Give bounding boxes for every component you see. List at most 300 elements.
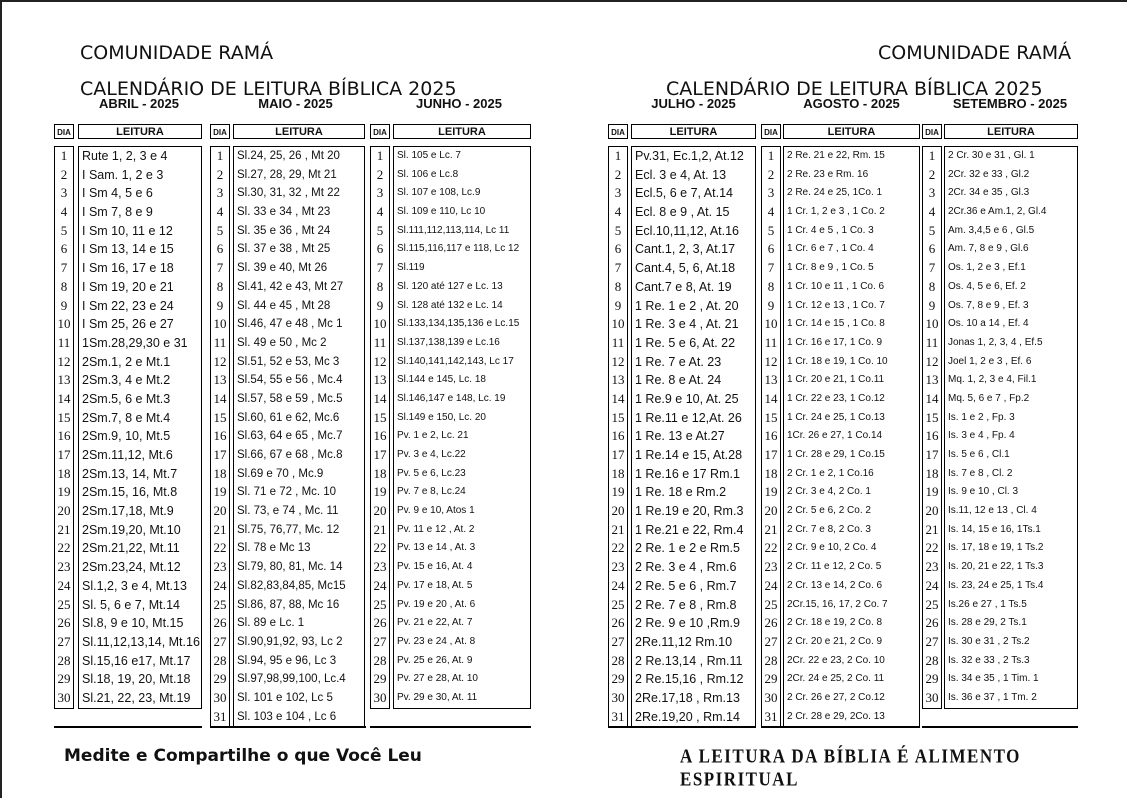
reading-entry: 2Cr. 24 e 25, 2 Co. 11 [787, 673, 885, 685]
header-leitura: LEITURA [944, 124, 1078, 139]
day-number: 11 [764, 334, 778, 350]
reading-entry: 1Sm.28,29,30 e 31 [82, 335, 188, 350]
reading-column [783, 146, 920, 727]
day-number: 8 [614, 278, 622, 294]
day-number: 15 [611, 409, 625, 425]
reading-entry: 2 Cr. 13 e 14, 2 Co. 6 [787, 579, 883, 591]
day-number: 12 [57, 353, 71, 369]
reading-entry: Pv. 7 e 8, Lc.24 [397, 486, 466, 498]
reading-entry: Is.26 e 27 , 1 Ts.5 [948, 598, 1027, 610]
day-number: 14 [611, 390, 625, 406]
reading-entry: 2 Re. 9 e 10 ,Rm.9 [635, 616, 740, 631]
reading-entry: Mq. 1, 2, 3 e 4, Fil.1 [948, 374, 1037, 386]
day-number: 4 [60, 204, 68, 220]
reading-entry: Pv. 27 e 28, At. 10 [397, 673, 478, 685]
day-number: 25 [373, 596, 387, 612]
reading-entry: Sl.54, 55 e 56 , Mc.4 [237, 374, 343, 387]
day-number: 30 [213, 689, 227, 705]
day-number: 7 [614, 260, 622, 276]
day-number: 11 [57, 334, 71, 350]
day-number: 25 [611, 596, 625, 612]
day-number: 2 [614, 166, 622, 182]
reading-entry: Sl.86, 87, 88, Mc 16 [237, 598, 340, 611]
day-number: 18 [611, 465, 625, 481]
day-number: 5 [216, 222, 224, 238]
day-number: 30 [373, 689, 387, 705]
day-number: 1 [216, 148, 224, 163]
day-number: 23 [764, 559, 778, 575]
day-number: 27 [764, 633, 778, 649]
day-number: 2 [928, 166, 936, 182]
reading-entry: 1 Cr. 10 e 11 , 1 Co. 6 [787, 280, 885, 292]
reading-entry: Sl.144 e 145, Lc. 18 [397, 374, 486, 386]
reading-entry: 2Sm.15, 16, Mt.8 [82, 485, 178, 500]
day-number: 16 [373, 428, 387, 444]
day-number: 8 [216, 278, 224, 294]
day-number: 28 [925, 652, 939, 668]
reading-entry: Sl. 44 e 45 , Mt 28 [237, 299, 331, 312]
day-number: 3 [928, 185, 936, 201]
day-number: 14 [925, 390, 939, 406]
reading-entry: 2Sm.17,18, Mt.9 [82, 504, 174, 519]
reading-entry: I Sm 4, 5 e 6 [82, 186, 153, 201]
reading-entry: 2 Cr. 3 e 4, 2 Co. 1 [787, 486, 871, 498]
day-number: 26 [611, 615, 625, 631]
day-number: 9 [376, 297, 384, 313]
reading-entry: 1 Re.11 e 12,At. 26 [635, 410, 742, 425]
reading-entry: 2Sm.13, 14, Mt.7 [82, 466, 178, 481]
reading-entry: 2 Cr. 30 e 31 , Gl. 1 [948, 150, 1035, 161]
reading-entry: 1 Re. 18 e Rm.2 [635, 485, 727, 500]
day-number: 23 [213, 559, 227, 575]
month-title-august: AGOSTO - 2025 [803, 96, 900, 111]
day-number: 2 [376, 166, 384, 182]
reading-entry: I Sm 25, 26 e 27 [82, 317, 174, 332]
reading-entry: Sl.90,91,92, 93, Lc 2 [237, 635, 343, 648]
reading-entry: 1 Re.21 e 22, Rm.4 [635, 522, 744, 537]
day-number: 20 [213, 503, 227, 519]
day-number: 18 [57, 465, 71, 481]
reading-entry: 2Cr. 34 e 35 , Gl.3 [948, 187, 1030, 199]
day-number: 4 [216, 204, 224, 220]
reading-entry: Is. 3 e 4 , Fp. 4 [948, 430, 1015, 442]
day-number: 15 [57, 409, 71, 425]
day-number: 9 [60, 297, 68, 313]
day-number: 26 [925, 615, 939, 631]
reading-entry: 1 Re. 3 e 4 , At. 21 [635, 317, 739, 332]
page-border-left [0, 0, 2, 798]
reading-entry: 2 Re. 1 e 2 e Rm.5 [635, 541, 740, 556]
day-number: 7 [216, 260, 224, 276]
reading-entry: Sl.1,2, 3 e 4, Mt.13 [82, 578, 187, 593]
day-number: 16 [213, 428, 227, 444]
reading-entry: Is. 28 e 29, 2 Ts.1 [948, 617, 1027, 629]
reading-entry: Sl. 107 e 108, Lc.9 [397, 187, 481, 199]
day-number: 2 [216, 166, 224, 182]
day-number: 24 [57, 577, 71, 593]
day-number: 3 [614, 185, 622, 201]
day-number: 15 [764, 409, 778, 425]
day-number: 7 [767, 260, 775, 276]
reading-entry: Pv. 11 e 12 , At. 2 [397, 523, 475, 535]
reading-entry: 2 Re. 23 e Rm. 16 [787, 168, 869, 180]
day-number: 5 [928, 222, 936, 238]
day-number: 18 [373, 465, 387, 481]
day-number: 26 [764, 615, 778, 631]
reading-entry: 1 Re. 5 e 6, At. 22 [635, 335, 736, 350]
reading-entry: 2 Cr. 26 e 27, 2 Co.12 [787, 691, 885, 703]
reading-entry: Is. 5 e 6 , Cl.1 [948, 449, 1010, 460]
reading-entry: 2Sm.19,20, Mt.10 [82, 522, 181, 537]
reading-entry: 2Re.11,12 Rm.10 [635, 634, 733, 649]
day-number: 4 [376, 204, 384, 220]
day-number: 24 [213, 577, 227, 593]
reading-entry: 2 Cr. 20 e 21, 2 Co. 9 [787, 635, 883, 647]
reading-entry: Sl.97,98,99,100, Lc.4 [237, 673, 346, 686]
day-number: 27 [611, 633, 625, 649]
day-number: 15 [373, 409, 387, 425]
reading-entry: 2Re.19,20 , Rm.14 [635, 709, 740, 724]
header-dia: DIA [761, 124, 781, 139]
reading-entry: Sl.15,16 e17, Mt.17 [82, 653, 191, 668]
reading-entry: 2Sm.11,12, Mt.6 [82, 448, 173, 462]
reading-entry: Sl. 101 e 102, Lc 5 [237, 691, 333, 704]
reading-entry: 1 Cr. 14 e 15 , 1 Co. 8 [787, 318, 885, 330]
reading-entry: Sl.46, 47 e 48 , Mc 1 [237, 318, 343, 331]
reading-entry: Sl. 71 e 72 , Mc. 10 [237, 486, 337, 499]
reading-entry: Sl. 128 até 132 e Lc. 14 [397, 299, 503, 311]
day-number: 21 [213, 521, 227, 537]
day-number: 12 [764, 353, 778, 369]
reading-entry: 2Sm.9, 10, Mt.5 [82, 429, 171, 444]
day-number: 13 [764, 372, 778, 388]
day-number: 26 [373, 615, 387, 631]
day-number: 19 [925, 484, 939, 500]
day-number: 8 [928, 278, 936, 294]
day-number: 14 [57, 390, 71, 406]
reading-entry: Os. 7, 8 e 9 , Ef. 3 [948, 299, 1029, 311]
reading-entry: 2Cr.36 e Am.1, 2, Gl.4 [948, 206, 1047, 218]
table-underline [922, 726, 1078, 728]
day-number: 15 [213, 409, 227, 425]
reading-entry: Sl. 109 e 110, Lc 10 [397, 206, 486, 218]
day-number: 17 [764, 447, 778, 462]
reading-entry: Cant.4, 5, 6, At.18 [635, 261, 736, 276]
reading-entry: I Sm 7, 8 e 9 [82, 205, 153, 220]
day-number: 24 [764, 577, 778, 593]
reading-entry: Pv. 15 e 16, At. 4 [397, 561, 473, 573]
day-number: 23 [373, 559, 387, 575]
reading-entry: 1 Cr. 16 e 17, 1 Co. 9 [787, 336, 883, 348]
reading-entry: Mq. 5, 6 e 7 , Fp.2 [948, 392, 1030, 404]
org-name-left: COMUNIDADE RAMÁ [80, 42, 274, 64]
reading-entry: 2Cr. 32 e 33 , Gl.2 [948, 168, 1030, 180]
day-number: 1 [767, 148, 775, 163]
reading-entry: Ecl.5, 6 e 7, At.14 [635, 186, 733, 201]
reading-entry: Sl. 105 e Lc. 7 [397, 150, 461, 161]
day-number: 6 [767, 241, 775, 257]
day-number: 8 [767, 278, 775, 294]
day-number: 25 [764, 596, 778, 612]
reading-entry: Pv. 23 e 24 , At. 8 [397, 635, 476, 647]
calendar-subtitle-right: CALENDÁRIO DE LEITURA BÍBLICA 2025 [666, 78, 1043, 100]
header-dia: DIA [608, 124, 628, 139]
reading-entry: 2 Re. 5 e 6 , Rm.7 [635, 578, 737, 593]
day-column [210, 146, 230, 727]
reading-entry: Pv. 13 e 14 , At. 3 [397, 542, 476, 554]
day-number: 10 [611, 316, 625, 332]
reading-entry: Is. 32 e 33 , 2 Ts.3 [948, 654, 1030, 666]
reading-entry: Sl.94, 95 e 96, Lc 3 [237, 654, 337, 667]
header-dia: DIA [922, 124, 942, 139]
day-number: 6 [614, 241, 622, 257]
day-number: 27 [213, 633, 227, 649]
day-number: 22 [213, 540, 227, 556]
reading-entry: 1 Cr. 24 e 25, 1 Co.13 [787, 411, 885, 423]
reading-entry: Sl. 120 até 127 e Lc. 13 [397, 280, 503, 292]
reading-entry: I Sm 19, 20 e 21 [82, 279, 174, 294]
reading-entry: 1 Cr. 6 e 7 , 1 Co. 4 [787, 243, 874, 255]
day-number: 12 [925, 353, 939, 369]
footer-motto-left: Medite e Compartilhe o que Você Leu [64, 746, 422, 766]
reading-entry: Is. 7 e 8 , Cl. 2 [948, 467, 1013, 479]
day-number: 23 [925, 559, 939, 575]
day-number: 19 [373, 484, 387, 500]
day-number: 21 [764, 521, 778, 537]
reading-entry: Sl.51, 52 e 53, Mc 3 [237, 355, 340, 368]
header-dia: DIA [54, 124, 74, 139]
day-number: 10 [373, 316, 387, 332]
reading-entry: Is. 9 e 10 , Cl. 3 [948, 486, 1019, 498]
day-number: 25 [213, 596, 227, 612]
reading-entry: Pv. 21 e 22, At. 7 [397, 617, 473, 629]
day-number: 29 [611, 671, 625, 687]
day-column [761, 146, 781, 727]
day-number: 20 [57, 503, 71, 519]
reading-column [393, 146, 531, 709]
table-underline [210, 726, 366, 728]
reading-entry: Is. 14, 15 e 16, 1Ts.1 [948, 523, 1041, 535]
day-number: 7 [60, 260, 68, 276]
day-number: 4 [928, 204, 936, 220]
reading-entry: Pv. 19 e 20 , At. 6 [397, 598, 476, 610]
header-leitura: LEITURA [631, 124, 756, 139]
reading-entry: I Sm 10, 11 e 12 [82, 223, 173, 238]
reading-entry: 2 Cr. 18 e 19, 2 Co. 8 [787, 617, 883, 629]
day-number: 9 [767, 297, 775, 313]
day-number: 14 [764, 390, 778, 406]
reading-entry: Sl.82,83,84,85, Mc15 [237, 579, 346, 592]
reading-column [944, 146, 1078, 709]
day-number: 17 [611, 447, 625, 462]
reading-entry: Sl.30, 31, 32 , Mt 22 [237, 187, 340, 200]
day-number: 3 [60, 185, 68, 201]
reading-entry: I Sm 13, 14 e 15 [82, 242, 174, 257]
reading-column [631, 146, 756, 727]
day-number: 4 [767, 204, 775, 220]
reading-entry: Is. 1 e 2 , Fp. 3 [948, 411, 1015, 423]
reading-entry: Sl.8, 9 e 10, Mt.15 [82, 616, 184, 631]
reading-entry: Pv. 3 e 4, Lc.22 [397, 449, 466, 460]
reading-entry: 1 Re. 8 e At. 24 [635, 373, 722, 388]
reading-entry: Sl. 39 e 40, Mt 26 [237, 262, 328, 275]
reading-entry: 1 Cr. 8 e 9 , 1 Co. 5 [787, 262, 874, 274]
header-leitura: LEITURA [783, 124, 920, 139]
day-number: 24 [611, 577, 625, 593]
day-number: 11 [925, 334, 939, 350]
reading-entry: Joel 1, 2 e 3 , Ef. 6 [948, 355, 1032, 367]
reading-entry: Sl.69 e 70 , Mc.9 [237, 467, 324, 480]
reading-entry: 1 Cr. 22 e 23, 1 Co.12 [787, 392, 885, 404]
day-number: 19 [213, 484, 227, 500]
day-number: 28 [764, 652, 778, 668]
day-number: 6 [928, 241, 936, 257]
day-number: 10 [57, 316, 71, 332]
header-leitura: LEITURA [78, 124, 202, 139]
reading-entry: I Sm 16, 17 e 18 [82, 261, 174, 276]
reading-entry: Os. 10 a 14 , Ef. 4 [948, 318, 1029, 330]
table-underline [761, 726, 920, 728]
day-number: 1 [60, 148, 68, 163]
day-number: 10 [213, 316, 227, 332]
day-number: 22 [373, 540, 387, 556]
header-dia: DIA [370, 124, 390, 139]
reading-entry: Sl.119 [397, 262, 425, 274]
day-number: 19 [57, 484, 71, 500]
reading-entry: Sl.41, 42 e 43, Mt 27 [237, 280, 344, 293]
reading-entry: 2 Cr. 7 e 8, 2 Co. 3 [787, 523, 871, 535]
day-number: 14 [213, 390, 227, 406]
reading-entry: 1 Cr. 1, 2 e 3 , 1 Co. 2 [787, 206, 885, 218]
reading-entry: 2 Cr. 11 e 12, 2 Co. 5 [787, 561, 882, 573]
reading-entry: 2 Re. 3 e 4 , Rm.6 [635, 560, 737, 575]
reading-entry: 2Sm.21,22, Mt.11 [82, 541, 180, 556]
reading-entry: Pv. 1 e 2, Lc. 21 [397, 430, 469, 442]
day-number: 9 [928, 297, 936, 313]
day-number: 23 [57, 559, 71, 575]
reading-entry: Sl.27, 28, 29, Mt 21 [237, 168, 337, 181]
reading-entry: 2Sm.3, 4 e Mt.2 [82, 373, 171, 388]
reading-entry: 1 Re. 1 e 2 , At. 20 [635, 298, 739, 313]
reading-entry: Sl. 106 e Lc.8 [397, 168, 459, 180]
day-number: 24 [925, 577, 939, 593]
day-number: 10 [925, 316, 939, 332]
reading-entry: Is. 30 e 31 , 2 Ts.2 [948, 635, 1030, 647]
day-number: 3 [376, 185, 384, 201]
reading-entry: Sl.111,112,113,114, Lc 11 [397, 224, 510, 236]
reading-entry: Ecl. 8 e 9 , At. 15 [635, 205, 730, 220]
reading-column [233, 146, 365, 727]
day-number: 10 [764, 316, 778, 332]
reading-entry: 2 Cr. 1 e 2, 1 Co.16 [787, 467, 874, 479]
day-number: 2 [60, 166, 68, 182]
reading-entry: Sl. 35 e 36 , Mt 24 [237, 224, 331, 237]
day-number: 31 [764, 708, 778, 724]
day-column [608, 146, 628, 727]
day-number: 3 [216, 185, 224, 201]
header-dia: DIA [210, 124, 230, 139]
header-leitura: LEITURA [233, 124, 365, 139]
day-number: 1 [928, 148, 936, 163]
reading-entry: Sl.140,141,142,143, Lc 17 [397, 355, 514, 367]
reading-entry: Sl.24, 25, 26 , Mt 20 [237, 150, 340, 162]
reading-entry: Sl.63, 64 e 65 , Mc.7 [237, 430, 343, 443]
reading-entry: Sl. 5, 6 e 7, Mt.14 [82, 597, 180, 612]
day-number: 27 [57, 633, 71, 649]
reading-entry: 2 Cr. 28 e 29, 2Co. 13 [787, 710, 885, 722]
reading-entry: 2Re.17,18 , Rm.13 [635, 690, 740, 705]
day-number: 29 [764, 671, 778, 687]
day-number: 17 [373, 447, 387, 462]
reading-entry: Os. 4, 5 e 6, Ef. 2 [948, 280, 1026, 292]
reading-entry: Sl.18, 19, 20, Mt.18 [82, 672, 191, 687]
day-number: 30 [925, 689, 939, 705]
day-number: 6 [376, 241, 384, 257]
month-title-june: JUNHO - 2025 [416, 96, 502, 111]
day-number: 1 [614, 148, 622, 163]
day-number: 26 [57, 615, 71, 631]
day-number: 28 [213, 652, 227, 668]
day-number: 28 [611, 652, 625, 668]
reading-entry: 1 Re. 13 e At.27 [635, 429, 725, 444]
reading-entry: Is. 20, 21 e 22, 1 Ts.3 [948, 561, 1044, 573]
reading-entry: Am. 3,4,5 e 6 , Gl.5 [948, 224, 1035, 236]
reading-entry: Sl. 78 e Mc 13 [237, 542, 311, 555]
month-title-september: SETEMBRO - 2025 [952, 96, 1068, 111]
reading-entry: 2 Re. 21 e 22, Rm. 15 [787, 150, 885, 161]
reading-entry: Sl.133,134,135,136 e Lc.15 [397, 318, 520, 330]
day-number: 28 [57, 652, 71, 668]
day-number: 19 [764, 484, 778, 500]
day-number: 27 [373, 633, 387, 649]
day-number: 7 [928, 260, 936, 276]
reading-entry: Is. 23, 24 e 25, 1 Ts.4 [948, 579, 1044, 591]
reading-entry: 2 Re. 7 e 8 , Rm.8 [635, 597, 737, 612]
day-number: 6 [60, 241, 68, 257]
day-number: 3 [767, 185, 775, 201]
day-number: 4 [614, 204, 622, 220]
reading-entry: Ecl. 3 e 4, At. 13 [635, 167, 727, 182]
calendar-subtitle-right-clipped [666, 76, 1066, 100]
day-number: 28 [373, 652, 387, 668]
reading-entry: 1 Re.9 e 10, At. 25 [635, 391, 739, 406]
day-number: 20 [925, 503, 939, 519]
day-number: 17 [213, 447, 227, 462]
reading-entry: 1 Re.14 e 15, At.28 [635, 448, 743, 462]
reading-entry: Sl.57, 58 e 59 , Mc.5 [237, 392, 343, 405]
table-underline [608, 726, 756, 728]
reading-entry: Sl. 89 e Lc. 1 [237, 617, 305, 630]
day-number: 13 [373, 372, 387, 388]
footer-motto-right: A LEITURA DA BÍBLIA É ALIMENTO ESPIRITUAL [680, 745, 1021, 790]
day-number: 13 [611, 372, 625, 388]
reading-entry: Sl. 73, e 74 , Mc. 11 [237, 505, 339, 518]
day-number: 12 [611, 353, 625, 369]
reading-entry: Pv.31, Ec.1,2, At.12 [635, 149, 744, 163]
reading-entry: 2Sm.5, 6 e Mt.3 [82, 391, 171, 406]
day-number: 29 [373, 671, 387, 687]
day-number: 5 [614, 222, 622, 238]
day-number: 22 [925, 540, 939, 556]
day-number: 18 [764, 465, 778, 481]
reading-entry: Sl. 33 e 34 , Mt 23 [237, 206, 331, 219]
reading-entry: 1 Cr. 4 e 5 , 1 Co. 3 [787, 224, 874, 236]
reading-entry: Cant.1, 2, 3, At.17 [635, 242, 736, 257]
reading-entry: 1 Cr. 12 e 13 , 1 Co. 7 [787, 299, 885, 311]
day-number: 16 [925, 428, 939, 444]
reading-entry: Rute 1, 2, 3 e 4 [82, 149, 168, 163]
reading-entry: Sl.146,147 e 148, Lc. 19 [397, 392, 506, 404]
